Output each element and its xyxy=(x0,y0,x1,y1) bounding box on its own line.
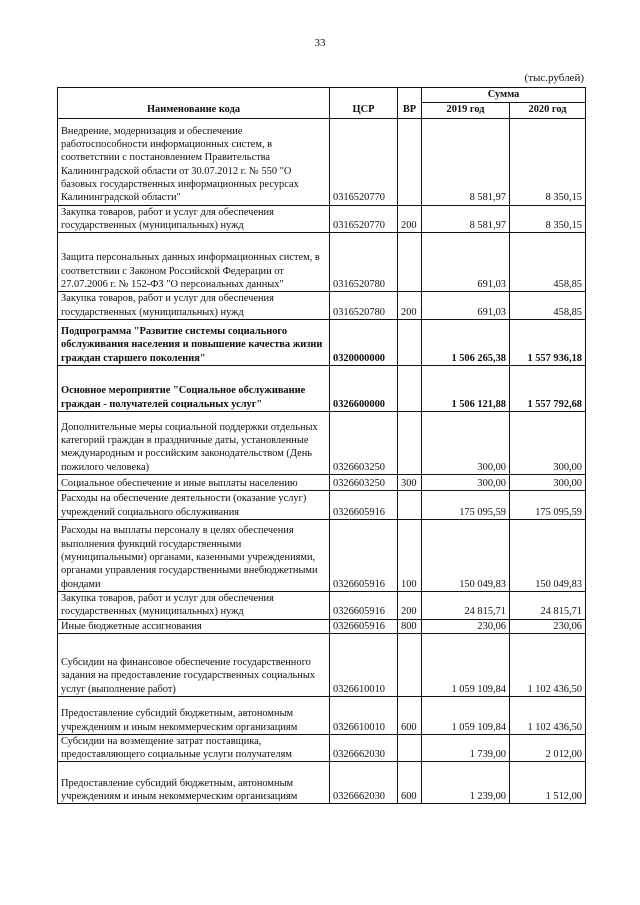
row-2020-cell: 8 350,15 xyxy=(510,205,586,233)
row-name-cell: Закупка товаров, работ и услуг для обеспечения государственных (муниципальных) нужд xyxy=(58,292,330,320)
row-vr-cell xyxy=(398,365,422,411)
budget-table xyxy=(57,87,586,804)
table-row xyxy=(58,619,586,633)
row-2019-cell: 150 049,83 xyxy=(422,519,510,591)
header-2020: 2020 год xyxy=(510,103,586,118)
row-2019-cell: 230,06 xyxy=(422,619,510,633)
row-2019-cell: 1 506 121,88 xyxy=(422,365,510,411)
row-2019-cell: 691,03 xyxy=(422,292,510,320)
row-2020-cell: 150 049,83 xyxy=(510,519,586,591)
row-vr-cell xyxy=(398,319,422,365)
row-2020-cell: 1 512,00 xyxy=(510,762,586,804)
row-vr-cell xyxy=(398,411,422,474)
row-csr-cell: 0326605916 xyxy=(330,591,398,619)
row-name-cell: Расходы на обеспечение деятельности (оказание услуг) учреждений социального обслуживания xyxy=(58,490,330,519)
table-row xyxy=(58,519,586,591)
row-csr-cell: 0316520780 xyxy=(330,292,398,320)
row-2019-cell: 175 095,59 xyxy=(422,490,510,519)
table-row xyxy=(58,762,586,804)
row-2019-cell: 1 506 265,38 xyxy=(422,319,510,365)
row-2020-cell: 175 095,59 xyxy=(510,490,586,519)
row-csr-cell: 0326605916 xyxy=(330,519,398,591)
row-vr-cell: 300 xyxy=(398,474,422,490)
row-2019-cell: 1 059 109,84 xyxy=(422,633,510,696)
row-2020-cell: 300,00 xyxy=(510,474,586,490)
table-row xyxy=(58,411,586,474)
row-name-cell: Основное мероприятие "Социальное обслуживание граждан - получателей социальных услуг" xyxy=(58,365,330,411)
row-2020-cell: 24 815,71 xyxy=(510,591,586,619)
row-2019-cell: 300,00 xyxy=(422,411,510,474)
row-2020-cell: 458,85 xyxy=(510,233,586,292)
row-name-cell: Иные бюджетные ассигнования xyxy=(58,619,330,633)
table-row xyxy=(58,696,586,734)
header-vr: ВР xyxy=(398,88,422,119)
row-name-cell: Социальное обеспечение и иные выплаты населению xyxy=(58,474,330,490)
row-csr-cell: 0326662030 xyxy=(330,734,398,762)
row-vr-cell xyxy=(398,490,422,519)
table-row xyxy=(58,319,586,365)
row-name-cell: Расходы на выплаты персоналу в целях обеспечения выполнения функций государственными (муниципальными) органами, казенными учреждениями, органами управления государственными внебюджетными фондами xyxy=(58,519,330,591)
header-sum: Сумма xyxy=(422,88,586,103)
row-csr-cell: 0326603250 xyxy=(330,474,398,490)
row-vr-cell xyxy=(398,233,422,292)
row-vr-cell: 200 xyxy=(398,591,422,619)
row-vr-cell: 800 xyxy=(398,619,422,633)
row-name-cell: Закупка товаров, работ и услуг для обеспечения государственных (муниципальных) нужд xyxy=(58,205,330,233)
table-row xyxy=(58,591,586,619)
row-2019-cell: 300,00 xyxy=(422,474,510,490)
row-vr-cell: 200 xyxy=(398,205,422,233)
table-body xyxy=(58,118,586,804)
row-name-cell: Субсидии на финансовое обеспечение государственного задания на предоставление государственных социальных услуг (выполнение работ) xyxy=(58,633,330,696)
row-2020-cell: 2 012,00 xyxy=(510,734,586,762)
row-name-cell: Предоставление субсидий бюджетным, автономным учреждениям и иным некоммерческим организациям xyxy=(58,762,330,804)
table-row xyxy=(58,490,586,519)
row-name-cell: Субсидии на возмещение затрат поставщика, предоставляющего социальные услуги получателям xyxy=(58,734,330,762)
row-csr-cell: 0316520770 xyxy=(330,205,398,233)
row-name-cell: Защита персональных данных информационных систем, в соответствии с Законом Российской Федерации от 27.07.2006 г. № 152-ФЗ "О персональных данных" xyxy=(58,233,330,292)
row-vr-cell xyxy=(398,118,422,205)
row-2020-cell: 300,00 xyxy=(510,411,586,474)
table-row xyxy=(58,633,586,696)
row-csr-cell: 0326603250 xyxy=(330,411,398,474)
table-row xyxy=(58,233,586,292)
row-2020-cell: 230,06 xyxy=(510,619,586,633)
row-csr-cell: 0316520770 xyxy=(330,118,398,205)
row-csr-cell: 0316520780 xyxy=(330,233,398,292)
row-csr-cell: 0326662030 xyxy=(330,762,398,804)
table-row xyxy=(58,365,586,411)
row-name-cell: Подпрограмма "Развитие системы социального обслуживания населения и повышение качества жизни граждан старшего поколения" xyxy=(58,319,330,365)
row-2019-cell: 1 239,00 xyxy=(422,762,510,804)
row-2019-cell: 1 059 109,84 xyxy=(422,696,510,734)
row-vr-cell: 600 xyxy=(398,762,422,804)
row-2019-cell: 8 581,97 xyxy=(422,205,510,233)
row-name-cell: Внедрение, модернизация и обеспечение работоспособности информационных систем, в соответствии с постановлением Правительства Калининградской области от 30.07.2012 г. № 550 "О базовых государственных информационных ресурсах Калининградской области" xyxy=(58,118,330,205)
row-2019-cell: 8 581,97 xyxy=(422,118,510,205)
row-2020-cell: 1 102 436,50 xyxy=(510,633,586,696)
row-vr-cell xyxy=(398,633,422,696)
row-csr-cell: 0326610010 xyxy=(330,633,398,696)
table-row xyxy=(58,118,586,205)
row-name-cell: Предоставление субсидий бюджетным, автономным учреждениям и иным некоммерческим организациям xyxy=(58,696,330,734)
row-vr-cell: 200 xyxy=(398,292,422,320)
row-name-cell: Дополнительные меры социальной поддержки отдельных категорий граждан в праздничные даты, установленные международным и российским законодательством (День пожилого человека) xyxy=(58,411,330,474)
row-csr-cell: 0320000000 xyxy=(330,319,398,365)
row-2019-cell: 24 815,71 xyxy=(422,591,510,619)
table-row xyxy=(58,734,586,762)
header-2019: 2019 год xyxy=(422,103,510,118)
row-csr-cell: 0326610010 xyxy=(330,696,398,734)
row-csr-cell: 0326605916 xyxy=(330,490,398,519)
table-row xyxy=(58,474,586,490)
row-csr-cell: 0326605916 xyxy=(330,619,398,633)
row-2020-cell: 458,85 xyxy=(510,292,586,320)
header-csr: ЦСР xyxy=(330,88,398,119)
row-2020-cell: 1 102 436,50 xyxy=(510,696,586,734)
row-2020-cell: 1 557 936,18 xyxy=(510,319,586,365)
row-vr-cell: 100 xyxy=(398,519,422,591)
row-vr-cell: 600 xyxy=(398,696,422,734)
units-label: (тыс.рублей) xyxy=(524,72,584,84)
row-name-cell: Закупка товаров, работ и услуг для обеспечения государственных (муниципальных) нужд xyxy=(58,591,330,619)
row-2019-cell: 691,03 xyxy=(422,233,510,292)
row-2019-cell: 1 739,00 xyxy=(422,734,510,762)
table-row xyxy=(58,205,586,233)
table-row xyxy=(58,292,586,320)
header-name: Наименование кода xyxy=(58,88,330,119)
row-2020-cell: 1 557 792,68 xyxy=(510,365,586,411)
row-2020-cell: 8 350,15 xyxy=(510,118,586,205)
page-number: 33 xyxy=(314,37,326,49)
table-header xyxy=(58,88,586,119)
row-csr-cell: 0326600000 xyxy=(330,365,398,411)
row-vr-cell xyxy=(398,734,422,762)
